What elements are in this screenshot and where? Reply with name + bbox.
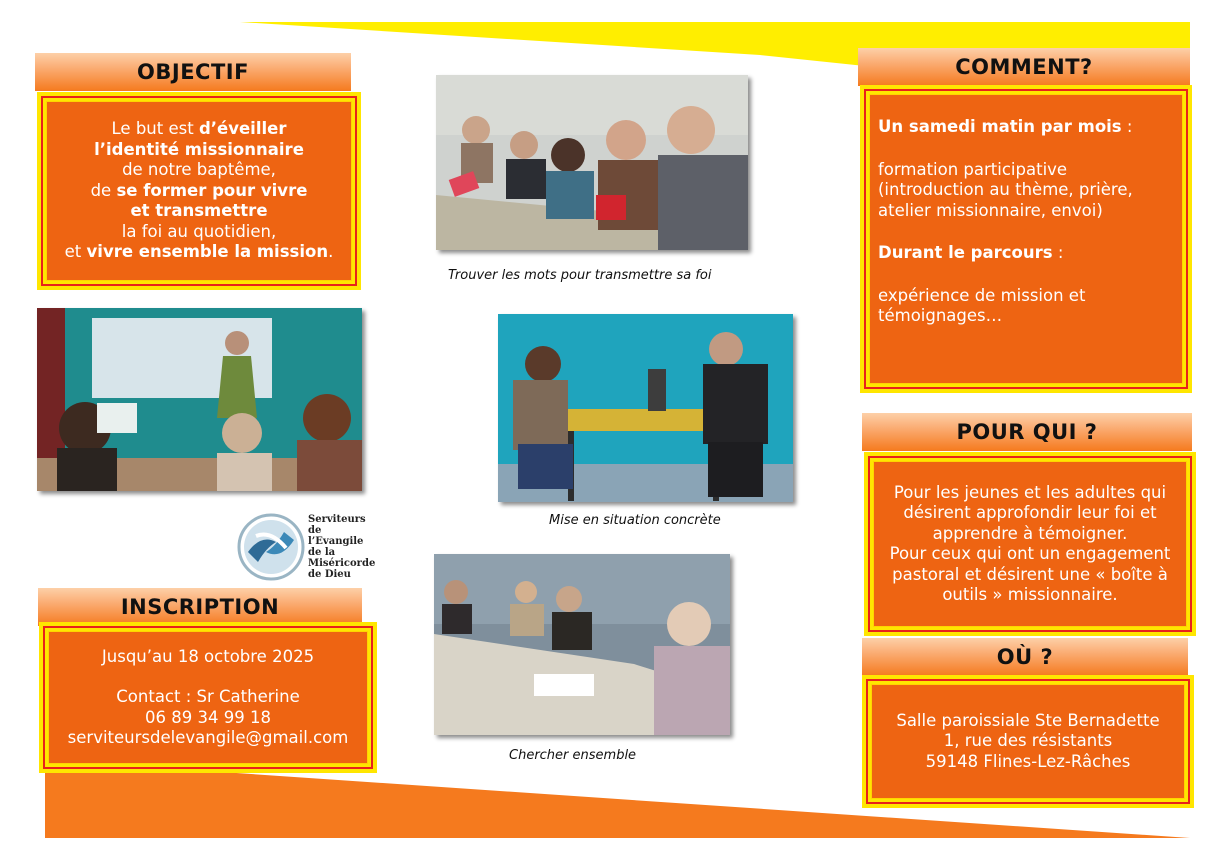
inscription-date: Jusqu’au 18 octobre 2025 — [101, 646, 315, 666]
ou-header — [862, 638, 1188, 676]
inscription-email[interactable]: serviteursdelevangile@gmail.com — [67, 728, 349, 747]
pour-qui-text-4: Pour ceux qui ont un engagement — [889, 544, 1171, 563]
comment-heading-1-suffix: : — [1121, 117, 1133, 136]
inscription-header — [38, 588, 362, 626]
objectif-text-5: et transmettre — [130, 201, 268, 221]
ou-text-1: Salle paroissiale Ste Bernadette — [896, 710, 1160, 730]
comment-text-4: expérience de mission et — [878, 285, 1086, 305]
comment-heading-2: Durant le parcours — [878, 243, 1053, 262]
comment-heading-2-suffix: : — [1052, 243, 1064, 262]
pour-qui-header — [862, 413, 1192, 451]
pour-qui-text-1: Pour les jeunes et les adultes qui — [893, 482, 1167, 502]
logo-text-1: Serviteurs — [308, 514, 366, 525]
objectif-text-4b: se former pour vivre — [116, 180, 308, 200]
objectif-header — [35, 53, 351, 91]
logo-text-4: de Dieu — [308, 569, 351, 580]
pour-qui-text-5: pastoral et désirent une « boîte à — [892, 564, 1168, 584]
hands-logo-icon — [236, 512, 306, 582]
objectif-text-4a: de — [90, 180, 117, 200]
objectif-text-7c: . — [328, 242, 334, 262]
photo-group-discussion — [434, 554, 730, 735]
inscription-text — [48, 631, 368, 764]
pour-qui-text-3: apprendre à témoigner. — [932, 523, 1128, 543]
objectif-box — [37, 92, 361, 290]
comment-box — [860, 85, 1192, 393]
pour-qui-text — [873, 461, 1187, 627]
comment-text-3: atelier missionnaire, envoi) — [878, 200, 1103, 220]
comment-text-5: témoignages… — [878, 306, 1003, 325]
objectif-text-6: la foi au quotidien, — [121, 221, 277, 241]
comment-header — [858, 48, 1190, 86]
ou-text-3: 59148 Flines-Lez-Râches — [925, 751, 1131, 771]
objectif-text-2: l’identité missionnaire — [94, 139, 304, 159]
comment-text-1: formation participative — [878, 159, 1068, 179]
ou-title: OÙ ? — [996, 645, 1054, 669]
comment-heading-1: Un samedi matin par mois — [878, 117, 1122, 136]
logo-text-3: de la Miséricorde — [308, 547, 376, 569]
caption-photo4: Chercher ensemble — [509, 748, 637, 763]
ou-text — [871, 684, 1185, 799]
serviteurs-logo — [236, 512, 376, 587]
inscription-title: INSCRIPTION — [120, 595, 280, 619]
pour-qui-text-6: outils » missionnaire. — [942, 585, 1118, 604]
objectif-text-3: de notre baptême, — [122, 160, 276, 180]
pour-qui-title: POUR QUI ? — [956, 420, 1098, 444]
inscription-box — [39, 622, 377, 773]
inscription-contact: Contact : Sr Catherine — [116, 687, 300, 706]
objectif-text — [46, 101, 352, 281]
caption-photo3: Mise en situation concrète — [549, 513, 721, 528]
objectif-text-1a: Le but est — [111, 119, 199, 139]
objectif-title: OBJECTIF — [137, 60, 249, 84]
pour-qui-text-2: désirent approfondir leur foi et — [903, 503, 1157, 522]
photo-speaker — [37, 308, 362, 491]
comment-text-2: (introduction au thème, prière, — [878, 180, 1133, 199]
ou-box — [862, 675, 1194, 808]
photo-role-play — [498, 314, 793, 502]
caption-photo1: Trouver les mots pour transmettre sa foi — [448, 268, 712, 283]
objectif-text-1b: d’éveiller — [198, 119, 287, 139]
pour-qui-box — [864, 452, 1196, 636]
objectif-text-7a: et — [64, 242, 87, 262]
photo-group-reading — [436, 75, 748, 250]
comment-title: COMMENT? — [955, 55, 1093, 79]
ou-text-2: 1, rue des résistants — [943, 731, 1113, 751]
logo-text-2: de l’Evangile — [308, 525, 364, 547]
comment-text — [869, 94, 1183, 384]
inscription-phone: 06 89 34 99 18 — [145, 707, 271, 727]
objectif-text-7b: vivre ensemble la mission — [86, 242, 329, 262]
